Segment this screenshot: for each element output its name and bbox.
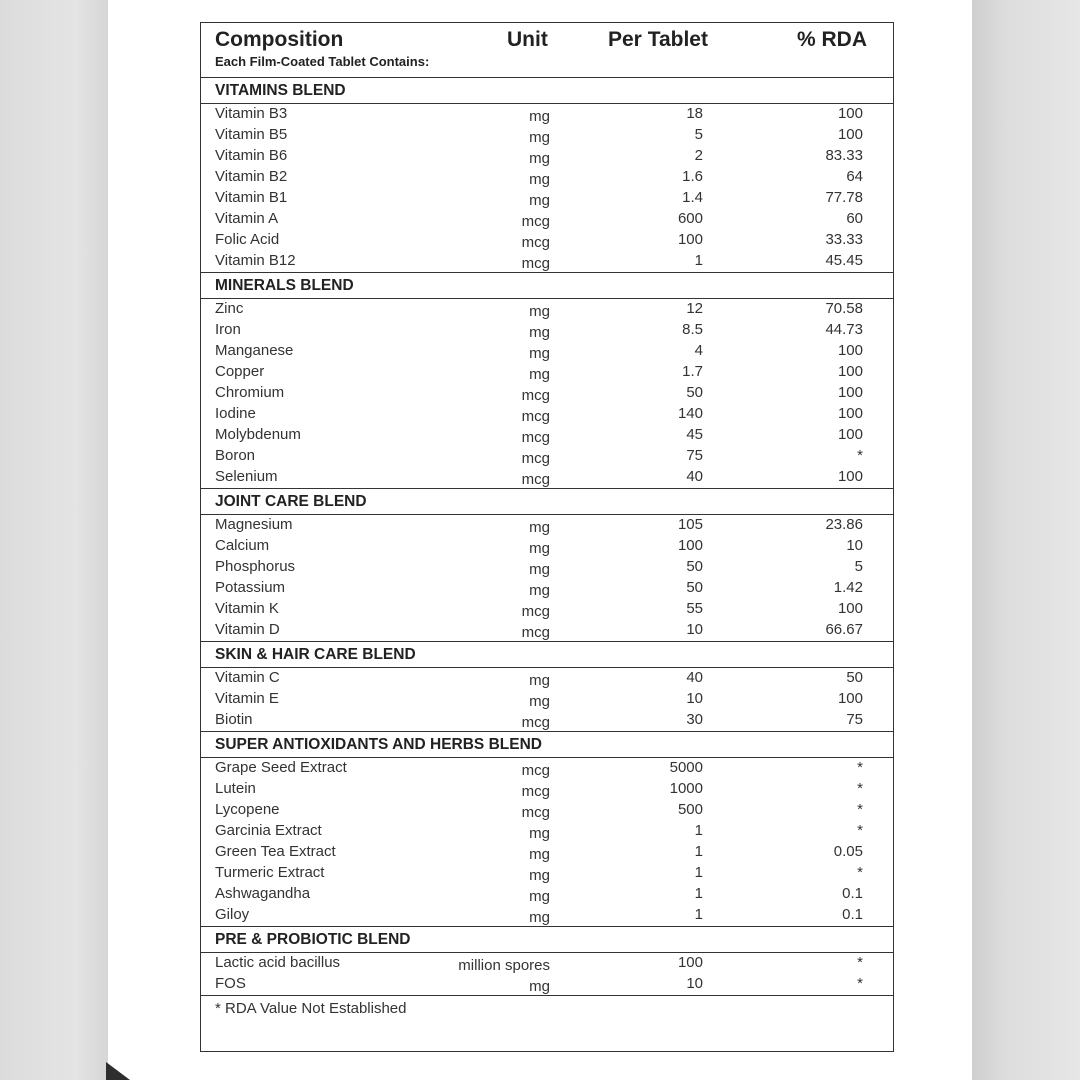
unit-cell: mcg [521, 471, 550, 488]
ingredient-name: Phosphorus [215, 558, 296, 575]
table-row [201, 842, 893, 863]
unit-cell: mcg [521, 804, 550, 821]
table-row [201, 710, 893, 731]
ingredient-name: Vitamin C [215, 669, 280, 686]
rda-cell: * [857, 801, 863, 818]
ingredient-name: FOS [215, 975, 246, 992]
unit-cell: mg [529, 672, 550, 689]
header-subtitle: Each Film-Coated Tablet Contains: [215, 54, 430, 69]
unit-cell: mg [529, 108, 550, 125]
unit-cell: mg [529, 366, 550, 383]
ingredient-name: Vitamin B6 [215, 147, 288, 164]
rda-cell: 10 [846, 537, 863, 554]
unit-cell: mcg [521, 429, 550, 446]
rda-cell: 64 [846, 168, 863, 185]
right-background-edge [972, 0, 1080, 1080]
section-title: PRE & PROBIOTIC BLEND [201, 927, 893, 953]
table-row [201, 974, 893, 995]
per-tablet-cell: 100 [677, 954, 703, 971]
rda-cell: 100 [837, 600, 863, 617]
header-rda: % RDA [797, 28, 868, 51]
unit-cell: mg [529, 519, 550, 536]
table-row [201, 104, 893, 125]
ingredient-name: Iron [215, 321, 241, 338]
ingredient-name: Green Tea Extract [215, 843, 336, 860]
unit-cell: mcg [521, 234, 550, 251]
unit-cell: mcg [521, 783, 550, 800]
ingredient-name: Vitamin B3 [215, 105, 288, 122]
rda-cell: 1.42 [833, 579, 863, 596]
rda-cell: 100 [837, 426, 863, 443]
per-tablet-cell: 8.5 [682, 321, 703, 338]
rda-cell: * [857, 822, 863, 839]
table-row [201, 515, 893, 536]
rda-cell: 66.67 [825, 621, 863, 638]
ingredient-name: Garcinia Extract [215, 822, 322, 839]
section-title: MINERALS BLEND [201, 273, 893, 299]
ingredient-name: Selenium [215, 468, 278, 485]
table-header [201, 23, 893, 78]
rda-cell: 45.45 [825, 252, 863, 269]
per-tablet-cell: 10 [686, 690, 703, 707]
ingredient-name: Zinc [215, 300, 244, 317]
unit-cell: mg [529, 192, 550, 209]
rda-cell: 77.78 [825, 189, 863, 206]
per-tablet-cell: 18 [686, 105, 703, 122]
header-unit: Unit [507, 28, 548, 51]
rda-cell: 100 [837, 126, 863, 143]
unit-cell: mcg [521, 387, 550, 404]
per-tablet-cell: 40 [686, 468, 703, 485]
table-row [201, 467, 893, 488]
rda-cell: 75 [846, 711, 863, 728]
ingredient-name: Molybdenum [215, 426, 301, 443]
table-row [201, 599, 893, 620]
composition-table [200, 22, 894, 1052]
per-tablet-cell: 100 [677, 231, 703, 248]
rda-cell: 50 [846, 669, 863, 686]
section-minerals-blend [201, 273, 893, 489]
header-composition: Composition [215, 28, 344, 51]
rda-cell: 100 [837, 342, 863, 359]
rda-cell: 23.86 [825, 516, 863, 533]
unit-cell: mg [529, 825, 550, 842]
unit-cell: mg [529, 540, 550, 557]
section-pre-and-probiotic-blend [201, 927, 893, 996]
ingredient-name: Giloy [215, 906, 250, 923]
per-tablet-cell: 500 [677, 801, 703, 818]
unit-cell: million spores [458, 957, 550, 974]
ingredient-name: Chromium [215, 384, 285, 401]
per-tablet-cell: 140 [677, 405, 703, 422]
ingredient-name: Magnesium [215, 516, 293, 533]
unit-cell: mg [529, 888, 550, 905]
per-tablet-cell: 40 [686, 669, 703, 686]
rda-cell: 100 [837, 405, 863, 422]
table-row [201, 209, 893, 230]
ingredient-name: Vitamin B2 [215, 168, 288, 185]
unit-cell: mg [529, 693, 550, 710]
ingredient-name: Potassium [215, 579, 286, 596]
rda-cell: * [857, 864, 863, 881]
per-tablet-cell: 600 [677, 210, 703, 227]
per-tablet-cell: 12 [686, 300, 703, 317]
unit-cell: mg [529, 129, 550, 146]
rda-cell: 0.1 [842, 885, 863, 902]
rda-cell: * [857, 759, 863, 776]
per-tablet-cell: 1000 [669, 780, 703, 797]
per-tablet-cell: 1 [694, 906, 703, 923]
section-title: SUPER ANTIOXIDANTS AND HERBS BLEND [201, 732, 893, 758]
table-row [201, 779, 893, 800]
rda-cell: 70.58 [825, 300, 863, 317]
ingredient-name: Vitamin K [215, 600, 279, 617]
unit-cell: mg [529, 867, 550, 884]
rda-cell: 0.1 [842, 906, 863, 923]
unit-cell: mg [529, 582, 550, 599]
header-per-tablet: Per Tablet [608, 28, 708, 51]
table-row [201, 758, 893, 779]
table-row [201, 341, 893, 362]
rda-cell: 44.73 [825, 321, 863, 338]
ingredient-name: Lutein [215, 780, 256, 797]
per-tablet-cell: 1 [694, 252, 703, 269]
unit-cell: mg [529, 846, 550, 863]
per-tablet-cell: 45 [686, 426, 703, 443]
table-row [201, 383, 893, 404]
ingredient-name: Vitamin B12 [215, 252, 296, 269]
ingredient-name: Lactic acid bacillus [215, 954, 341, 971]
table-row [201, 362, 893, 383]
table-row [201, 404, 893, 425]
rda-cell: 60 [846, 210, 863, 227]
ingredient-name: Vitamin A [215, 210, 279, 227]
per-tablet-cell: 50 [686, 558, 703, 575]
per-tablet-cell: 1 [694, 843, 703, 860]
ingredient-name: Folic Acid [215, 231, 280, 248]
table-row [201, 146, 893, 167]
rda-cell: * [857, 975, 863, 992]
unit-cell: mcg [521, 450, 550, 467]
per-tablet-cell: 10 [686, 621, 703, 638]
rda-cell: 83.33 [825, 147, 863, 164]
per-tablet-cell: 4 [694, 342, 703, 359]
rda-cell: 100 [837, 468, 863, 485]
ingredient-name: Grape Seed Extract [215, 759, 347, 776]
table-row [201, 578, 893, 599]
rda-cell: 5 [854, 558, 863, 575]
rda-cell: * [857, 447, 863, 464]
table-row [201, 446, 893, 467]
ingredient-name: Ashwagandha [215, 885, 311, 902]
table-row [201, 620, 893, 641]
table-body [201, 78, 893, 996]
rda-cell: 100 [837, 363, 863, 380]
rda-cell: 100 [837, 690, 863, 707]
per-tablet-cell: 50 [686, 579, 703, 596]
table-row [201, 863, 893, 884]
unit-cell: mcg [521, 408, 550, 425]
table-row [201, 188, 893, 209]
rda-cell: 100 [837, 384, 863, 401]
table-row [201, 251, 893, 272]
table-row [201, 125, 893, 146]
unit-cell: mg [529, 303, 550, 320]
unit-cell: mg [529, 345, 550, 362]
ingredient-name: Iodine [215, 405, 256, 422]
section-skin-and-hair-care-blend [201, 642, 893, 732]
ingredient-name: Vitamin D [215, 621, 280, 638]
table-row [201, 167, 893, 188]
ingredient-name: Boron [215, 447, 256, 464]
ingredient-name: Calcium [215, 537, 270, 554]
ingredient-name: Vitamin E [215, 690, 279, 707]
per-tablet-cell: 30 [686, 711, 703, 728]
ingredient-name: Manganese [215, 342, 294, 359]
unit-cell: mg [529, 171, 550, 188]
table-row [201, 320, 893, 341]
unit-cell: mcg [521, 762, 550, 779]
per-tablet-cell: 1.6 [682, 168, 703, 185]
table-row [201, 953, 893, 974]
unit-cell: mcg [521, 603, 550, 620]
section-title: JOINT CARE BLEND [201, 489, 893, 515]
per-tablet-cell: 105 [677, 516, 703, 533]
ingredient-name: Vitamin B1 [215, 189, 288, 206]
unit-cell: mg [529, 150, 550, 167]
section-vitamins-blend [201, 78, 893, 273]
unit-cell: mg [529, 909, 550, 926]
per-tablet-cell: 1 [694, 885, 703, 902]
section-super-antioxidants-and-herbs-blend [201, 732, 893, 927]
per-tablet-cell: 1 [694, 822, 703, 839]
per-tablet-cell: 1.7 [682, 363, 703, 380]
footnote: * RDA Value Not Established [215, 1000, 407, 1017]
table-row [201, 905, 893, 926]
table-row [201, 230, 893, 251]
per-tablet-cell: 55 [686, 600, 703, 617]
section-title: VITAMINS BLEND [201, 78, 893, 104]
table-row [201, 536, 893, 557]
per-tablet-cell: 50 [686, 384, 703, 401]
unit-cell: mg [529, 324, 550, 341]
rda-cell: 100 [837, 105, 863, 122]
corner-decoration [106, 1062, 130, 1080]
rda-cell: 0.05 [833, 843, 863, 860]
table-row [201, 425, 893, 446]
table-row [201, 821, 893, 842]
table-row [201, 884, 893, 905]
per-tablet-cell: 5 [694, 126, 703, 143]
rda-cell: * [857, 954, 863, 971]
unit-cell: mcg [521, 624, 550, 641]
per-tablet-cell: 100 [677, 537, 703, 554]
per-tablet-cell: 1.4 [682, 189, 703, 206]
per-tablet-cell: 2 [694, 147, 703, 164]
left-background-edge [0, 0, 108, 1080]
table-row [201, 557, 893, 578]
unit-cell: mcg [521, 213, 550, 230]
table-row [201, 800, 893, 821]
unit-cell: mcg [521, 714, 550, 731]
ingredient-name: Turmeric Extract [215, 864, 325, 881]
ingredient-name: Lycopene [215, 801, 280, 818]
unit-cell: mcg [521, 255, 550, 272]
per-tablet-cell: 1 [694, 864, 703, 881]
section-joint-care-blend [201, 489, 893, 642]
ingredient-name: Copper [215, 363, 265, 380]
ingredient-name: Biotin [215, 711, 253, 728]
per-tablet-cell: 5000 [669, 759, 703, 776]
table-row [201, 668, 893, 689]
per-tablet-cell: 10 [686, 975, 703, 992]
unit-cell: mg [529, 978, 550, 995]
ingredient-name: Vitamin B5 [215, 126, 288, 143]
table-row [201, 299, 893, 320]
unit-cell: mg [529, 561, 550, 578]
rda-cell: 33.33 [825, 231, 863, 248]
rda-cell: * [857, 780, 863, 797]
table-row [201, 689, 893, 710]
section-title: SKIN & HAIR CARE BLEND [201, 642, 893, 668]
per-tablet-cell: 75 [686, 447, 703, 464]
